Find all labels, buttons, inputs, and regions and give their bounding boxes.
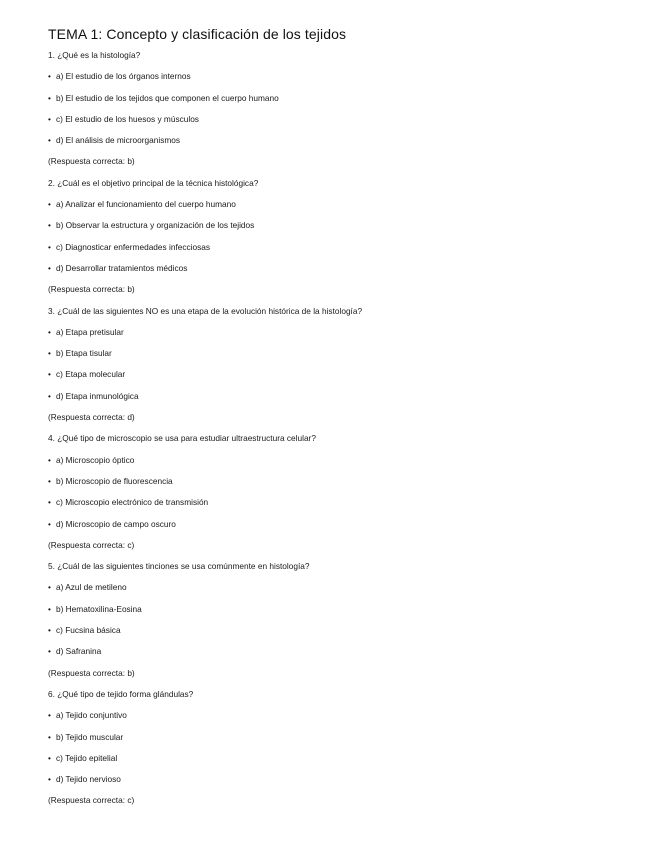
answer-option — [48, 599, 628, 620]
option-text: c) El estudio de los huesos y músculos — [56, 113, 199, 124]
bullet-icon: • — [48, 518, 51, 529]
bullet-icon: • — [48, 475, 51, 486]
option-text: c) Etapa molecular — [56, 369, 126, 380]
bullet-icon: • — [48, 710, 51, 721]
bullet-icon: • — [48, 369, 51, 380]
option-text: a) Azul de metileno — [56, 582, 127, 593]
answer-option — [48, 641, 628, 662]
answer-option — [48, 769, 628, 790]
correct-answer: (Respuesta correcta: b) — [48, 284, 135, 295]
bullet-icon: • — [48, 220, 51, 231]
option-text: d) Microscopio de campo oscuro — [56, 518, 176, 529]
option-text: b) Microscopio de fluorescencia — [56, 475, 173, 486]
option-text: a) Etapa pretisular — [56, 326, 124, 337]
question-text: 1. ¿Qué es la histología? — [48, 50, 141, 60]
answer-option — [48, 215, 628, 236]
bullet-icon: • — [48, 454, 51, 465]
bullet-icon: • — [48, 625, 51, 636]
bullet-icon: • — [48, 262, 51, 273]
answer-option — [48, 343, 628, 364]
correct-answer: (Respuesta correcta: b) — [48, 156, 135, 167]
option-text: c) Microscopio electrónico de transmisión — [56, 497, 209, 508]
option-text: d) Etapa inmunológica — [56, 390, 139, 401]
option-text: b) Hematoxilina-Eosina — [56, 603, 142, 614]
page-title: TEMA 1: Concepto y clasificación de los tejidos — [48, 26, 347, 42]
answer-option — [48, 620, 628, 641]
answer-option — [48, 748, 628, 769]
answer-option — [48, 237, 628, 258]
bullet-icon: • — [48, 497, 51, 508]
bullet-icon: • — [48, 326, 51, 337]
question-text: 6. ¿Qué tipo de tejido forma glándulas? — [48, 688, 194, 699]
answer-option — [48, 109, 628, 130]
option-text: b) El estudio de los tejidos que componen el cuerpo humano — [56, 92, 279, 103]
answer-option — [48, 130, 628, 151]
answer-option — [48, 386, 628, 407]
question-text: 4. ¿Qué tipo de microscopio se usa para estudiar ultraestructura celular? — [48, 433, 316, 444]
bullet-icon: • — [48, 774, 51, 785]
option-text: c) Tejido epitelial — [56, 752, 118, 763]
question-text: 2. ¿Cuál es el objetivo principal de la técnica histológica? — [48, 177, 259, 188]
option-text: b) Tejido muscular — [56, 731, 124, 742]
bullet-icon: • — [48, 199, 51, 210]
bullet-icon: • — [48, 603, 51, 614]
bullet-icon: • — [48, 113, 51, 124]
option-text: b) Etapa tisular — [56, 348, 112, 359]
bullet-icon: • — [48, 92, 51, 103]
question-list — [48, 45, 628, 812]
bullet-icon: • — [48, 646, 51, 657]
option-text: c) Fucsina básica — [56, 625, 121, 636]
option-text: a) Tejido conjuntivo — [56, 710, 127, 721]
option-text: d) Safranina — [56, 646, 102, 657]
option-text: d) Tejido nervioso — [56, 774, 121, 785]
answer-option — [48, 577, 628, 598]
answer-option — [48, 514, 628, 535]
bullet-icon: • — [48, 390, 51, 401]
bullet-icon: • — [48, 731, 51, 742]
bullet-icon: • — [48, 348, 51, 359]
correct-answer: (Respuesta correcta: c) — [48, 795, 135, 806]
bullet-icon: • — [48, 752, 51, 763]
option-text: a) Analizar el funcionamiento del cuerpo humano — [56, 199, 236, 210]
option-text: c) Diagnosticar enfermedades infecciosas — [56, 241, 211, 252]
answer-option — [48, 492, 628, 513]
option-text: a) Microscopio óptico — [56, 454, 135, 465]
answer-option — [48, 66, 628, 87]
correct-answer: (Respuesta correcta: d) — [48, 412, 135, 423]
option-text: d) El análisis de microorganismos — [56, 135, 181, 146]
answer-option — [48, 727, 628, 748]
correct-answer: (Respuesta correcta: b) — [48, 667, 135, 678]
answer-option — [48, 471, 628, 492]
correct-answer: (Respuesta correcta: c) — [48, 539, 135, 550]
answer-option — [48, 450, 628, 471]
option-text: b) Observar la estructura y organización de los tejidos — [56, 220, 255, 231]
answer-option — [48, 322, 628, 343]
bullet-icon: • — [48, 582, 51, 593]
answer-option — [48, 705, 628, 726]
question-text: 3. ¿Cuál de las siguientes NO es una etapa de la evolución histórica de la histología? — [48, 305, 363, 316]
bullet-icon: • — [48, 241, 51, 252]
bullet-icon: • — [48, 135, 51, 146]
document-page — [48, 24, 628, 812]
answer-option — [48, 364, 628, 385]
answer-option — [48, 258, 628, 279]
answer-option — [48, 88, 628, 109]
option-text: a) El estudio de los órganos internos — [56, 71, 191, 82]
option-text: d) Desarrollar tratamientos médicos — [56, 262, 188, 273]
bullet-icon: • — [48, 71, 51, 82]
question-text: 5. ¿Cuál de las siguientes tinciones se usa comúnmente en histología? — [48, 561, 310, 572]
answer-option — [48, 194, 628, 215]
